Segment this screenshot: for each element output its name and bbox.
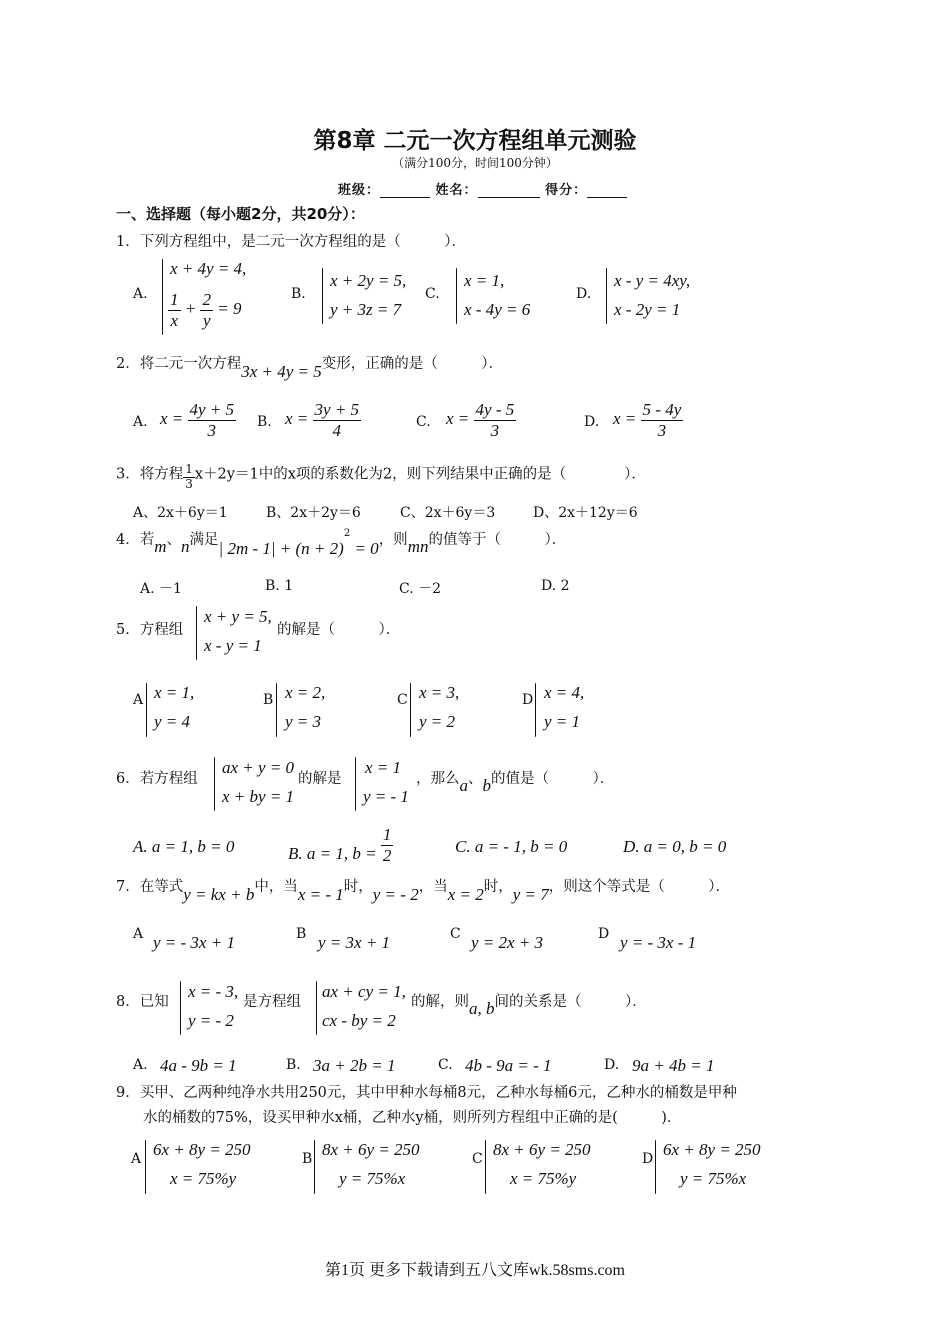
q8-option-d: 9a + 4b = 1 bbox=[632, 1056, 715, 1075]
q5-stem-a: 5．方程组 bbox=[116, 622, 184, 638]
q5-b-brace bbox=[276, 683, 277, 737]
q4-option-d: D. 2 bbox=[541, 578, 570, 594]
q8-b-label: B. bbox=[286, 1057, 301, 1073]
q5-c-brace bbox=[410, 683, 411, 737]
q6-brace-1 bbox=[214, 757, 215, 811]
q6-stem-a: 6．若方程组 bbox=[116, 771, 198, 787]
q5-a-brace bbox=[146, 683, 147, 737]
q6-line2: x + by = 1 bbox=[222, 787, 295, 806]
q1-a-label: A. bbox=[133, 286, 148, 302]
q7-b-label: B bbox=[296, 926, 307, 942]
q8-line2: cx - by = 2 bbox=[322, 1011, 396, 1030]
q2-b-label: B. bbox=[257, 414, 272, 430]
q1-c-brace bbox=[456, 268, 457, 324]
q9-a-brace bbox=[145, 1140, 146, 1194]
class-blank[interactable] bbox=[380, 197, 430, 198]
q9-c-label: C bbox=[472, 1151, 483, 1167]
q1-c-label: C. bbox=[425, 286, 440, 302]
q8-stem-a: 8．已知 bbox=[116, 994, 169, 1010]
q5-d-label: D bbox=[522, 692, 534, 708]
q9-d-line2: y = 75%x bbox=[680, 1169, 747, 1188]
q1-c-line2: x - 4y = 6 bbox=[464, 300, 531, 319]
q7-d-label: D bbox=[598, 926, 610, 942]
q9-b-label: B bbox=[302, 1151, 313, 1167]
q9-b-line2: y = 75%x bbox=[339, 1169, 406, 1188]
q6-option-b: B. a = 1, b = $\frac{1}{2}$ bbox=[288, 825, 392, 865]
q9-b-brace bbox=[314, 1140, 315, 1194]
q9-line1: 9．买甲、乙两种纯净水共用250元，其中甲种水每桶8元，乙种水每桶6元，乙种水的桶数是甲种 bbox=[116, 1085, 737, 1101]
q8-option-b: 3a + 2b = 1 bbox=[313, 1056, 396, 1075]
q1-d-brace bbox=[606, 268, 607, 324]
q6-sol1: x = 1 bbox=[365, 758, 402, 777]
page-footer: 第1页 更多下载请到五八文库wk.58sms.com bbox=[324, 1262, 625, 1279]
q7-a-label: A bbox=[133, 926, 144, 942]
q6-stem-c: ，那么a、b的值是（ ）． bbox=[416, 771, 615, 795]
q5-a-line2: y = 4 bbox=[154, 712, 191, 731]
q3-option-a: A、2x＋6y＝1 bbox=[133, 505, 228, 521]
q8-stem-c: 的解，则a, b间的关系是（ ）． bbox=[411, 994, 647, 1018]
q8-brace-2 bbox=[316, 981, 317, 1035]
q5-d-line2: y = 1 bbox=[544, 712, 581, 731]
q9-d-brace bbox=[655, 1140, 656, 1194]
q2-b-expr: x = $\frac{3y + 5}{4}$ bbox=[285, 400, 360, 440]
q1-b-label: B. bbox=[291, 286, 306, 302]
score-blank[interactable] bbox=[587, 197, 627, 198]
q9-c-line1: 8x + 6y = 250 bbox=[493, 1140, 591, 1159]
q8-sol1: x = - 3, bbox=[188, 982, 239, 1001]
q2-a-label: A. bbox=[133, 414, 148, 430]
q2-c-label: C. bbox=[416, 414, 431, 430]
q1-b-brace bbox=[322, 268, 323, 324]
q5-line1: x + y = 5, bbox=[204, 607, 272, 626]
q4-stem: 4．若m、n满足| $2m - 1| + (n + 2)^2 = 0$，则mn的值等于（ ）． bbox=[116, 528, 567, 558]
q5-b-line2: y = 3 bbox=[285, 712, 322, 731]
q8-sol2: y = - 2 bbox=[188, 1011, 234, 1030]
q5-line2: x - y = 1 bbox=[204, 636, 262, 655]
q8-option-a: 4a - 9b = 1 bbox=[160, 1056, 237, 1075]
q1-d-label: D. bbox=[576, 286, 592, 302]
q5-c-line1: x = 3, bbox=[419, 683, 460, 702]
q5-c-line2: y = 2 bbox=[419, 712, 456, 731]
section-heading: 一、选择题（每小题2分，共20分）： bbox=[116, 205, 365, 223]
q6-stem-b: 的解是 bbox=[298, 771, 342, 787]
q5-c-label: C bbox=[397, 692, 408, 708]
q8-c-label: C. bbox=[438, 1057, 453, 1073]
q5-d-brace bbox=[535, 683, 536, 737]
q5-stem-b: 的解是（ ）． bbox=[277, 622, 401, 638]
q1-b-line2: y + 3z = 7 bbox=[330, 300, 402, 319]
q1-c-line1: x = 1, bbox=[464, 271, 505, 290]
q7-option-a: y = - 3x + 1 bbox=[153, 933, 235, 952]
score-label: 得分： bbox=[545, 183, 588, 198]
q2-d-expr: x = $\frac{5 - 4y}{3}$ bbox=[613, 400, 682, 440]
q3-stem: 3．将方程 $\frac{1}{3}$ x＋2y＝1中的x项的系数化为2，则下列结果中正确的是（ ）． bbox=[116, 462, 646, 491]
q6-sol2: y = - 1 bbox=[363, 787, 409, 806]
q6-option-d: D. a = 0, b = 0 bbox=[623, 837, 727, 856]
q2-a-expr: x = $\frac{4y + 5}{3}$ bbox=[160, 400, 235, 440]
q5-a-line1: x = 1, bbox=[154, 683, 195, 702]
q8-d-label: D. bbox=[604, 1057, 620, 1073]
q1-b-line1: x + 2y = 5, bbox=[330, 271, 407, 290]
q9-a-line1: 6x + 8y = 250 bbox=[153, 1140, 251, 1159]
q6-option-a: A. a = 1, b = 0 bbox=[133, 837, 235, 856]
q3-option-b: B、2x＋2y＝6 bbox=[266, 505, 361, 521]
q3-option-d: D、2x＋12y＝6 bbox=[533, 505, 638, 521]
q1-d-line2: x - 2y = 1 bbox=[614, 300, 681, 319]
q8-line1: ax + cy = 1, bbox=[322, 982, 406, 1001]
q2-c-expr: x = $\frac{4y - 5}{3}$ bbox=[446, 400, 515, 440]
q9-a-label: A bbox=[131, 1151, 142, 1167]
q1-a-line2: $\frac{1}{x}$ + $\frac{2}{y}$ = 9 bbox=[170, 290, 242, 330]
q9-d-label: D bbox=[642, 1151, 654, 1167]
q9-b-line1: 8x + 6y = 250 bbox=[322, 1140, 420, 1159]
q8-option-c: 4b - 9a = - 1 bbox=[465, 1056, 552, 1075]
q8-stem-b: 是方程组 bbox=[243, 994, 301, 1010]
q5-d-line1: x = 4, bbox=[544, 683, 585, 702]
q5-a-label: A bbox=[133, 692, 144, 708]
q7-option-b: y = 3x + 1 bbox=[318, 933, 391, 952]
q5-brace bbox=[196, 606, 197, 660]
q5-b-label: B bbox=[263, 692, 274, 708]
q7-option-c: y = 2x + 3 bbox=[471, 933, 544, 952]
q9-c-brace bbox=[485, 1140, 486, 1194]
q4-option-b: B. 1 bbox=[265, 578, 294, 594]
q6-brace-2 bbox=[355, 757, 356, 811]
q9-d-line1: 6x + 8y = 250 bbox=[663, 1140, 761, 1159]
q7-stem: 7．在等式y = kx + b中，当x = - 1时，y = - 2，当x = 2时，y = 7，则这个等式是（ ）． bbox=[116, 879, 731, 904]
name-blank[interactable] bbox=[478, 197, 540, 198]
q8-brace-1 bbox=[180, 981, 181, 1035]
q4-option-a: A. －1 bbox=[140, 581, 182, 597]
q7-option-d: y = - 3x - 1 bbox=[620, 933, 697, 952]
page-subtitle: （满分100分，时间100分钟） bbox=[392, 156, 558, 170]
name-label: 姓名： bbox=[435, 183, 478, 198]
q9-line2: 水的桶数的75%，设买甲种水x桶，乙种水y桶，则所列方程组中正确的是( )． bbox=[143, 1110, 682, 1126]
page-title: 第8章 二元一次方程组单元测验 bbox=[313, 128, 637, 154]
q9-c-line2: x = 75%y bbox=[510, 1169, 577, 1188]
q1-d-line1: x - y = 4xy, bbox=[614, 271, 691, 290]
q5-b-line1: x = 2, bbox=[285, 683, 326, 702]
q8-a-label: A. bbox=[133, 1057, 148, 1073]
q1-stem: 1．下列方程组中，是二元一次方程组的是（ ）． bbox=[116, 234, 466, 250]
q2-stem: 2．将二元一次方程3x + 4y = 5变形，正确的是（ ）． bbox=[116, 356, 504, 381]
q6-line1: ax + y = 0 bbox=[222, 758, 295, 777]
q3-option-c: C、2x＋6y＝3 bbox=[400, 505, 496, 521]
q7-c-label: C bbox=[450, 926, 461, 942]
student-info-row bbox=[338, 179, 627, 198]
q6-option-c: C. a = - 1, b = 0 bbox=[455, 837, 568, 856]
class-label: 班级： bbox=[338, 183, 381, 198]
q1-a-brace bbox=[162, 259, 163, 335]
q1-a-line1: x + 4y = 4, bbox=[170, 259, 247, 278]
q9-a-line2: x = 75%y bbox=[170, 1169, 237, 1188]
q2-d-label: D. bbox=[584, 414, 600, 430]
q4-option-c: C. －2 bbox=[399, 581, 442, 597]
